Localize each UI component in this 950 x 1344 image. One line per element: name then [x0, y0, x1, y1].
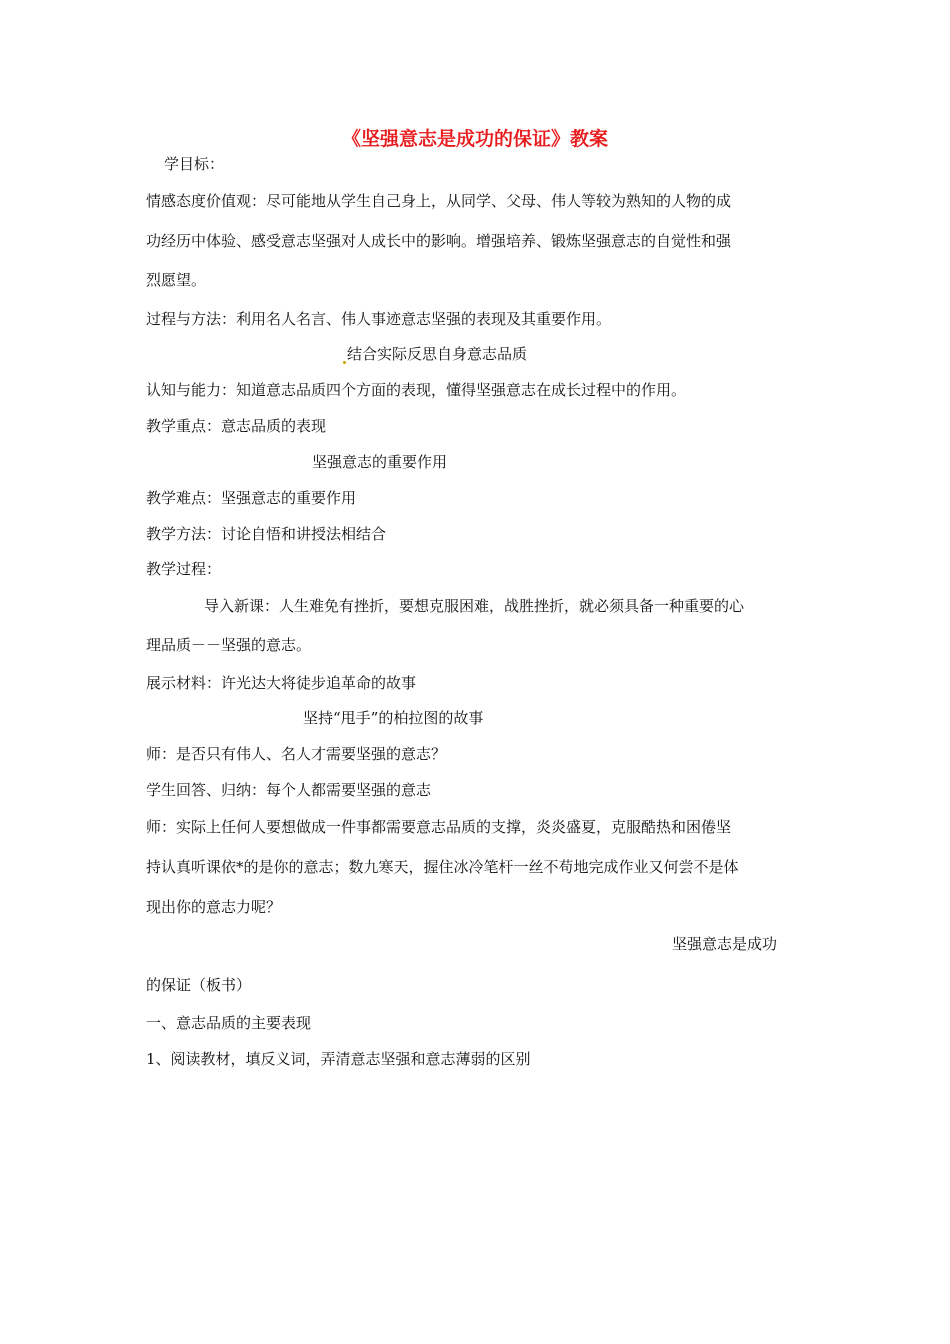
key-point-2: 坚强意志的重要作用: [312, 453, 448, 471]
emotion-goal-line-2: 功经历中体验、感受意志坚强对人成长中的影响。增强培养、锻炼坚强意志的自觉性和强: [146, 232, 732, 250]
difficulty: 教学难点：坚强意志的重要作用: [146, 489, 357, 507]
teaching-method: 教学方法：讨论自悟和讲授法相结合: [146, 525, 387, 543]
list-item-1: 1、阅读教材，填反义词，弄清意志坚强和意志薄弱的区别: [146, 1050, 531, 1068]
process-method-goal: 过程与方法：利用名人名言、伟人事迹意志坚强的表现及其重要作用。: [146, 310, 612, 328]
material-line-1: 展示材料：许光达大将徒步追革命的故事: [146, 674, 417, 692]
board-line-2: 的保证（板书）: [146, 976, 252, 994]
teacher-line-2: 持认真听课依*的是你的意志；数九寒天，握住冰冷笔杆一丝不苟地完成作业又何尝不是体: [146, 858, 739, 876]
material-line-2: 坚持“甩手”的柏拉图的故事: [303, 709, 484, 727]
emotion-goal-line-1: 情感态度价值观：尽可能地从学生自己身上，从同学、父母、伟人等较为熟知的人物的成: [146, 192, 732, 210]
teacher-line-3: 现出你的意志力呢？: [146, 898, 282, 916]
student-answer: 学生回答、归纳：每个人都需要坚强的意志: [146, 781, 432, 799]
cognition-goal: 认知与能力：知道意志品质四个方面的表现，懂得坚强意志在成长过程中的作用。: [146, 381, 687, 399]
board-line-1: 坚强意志是成功: [672, 935, 778, 953]
reflect-line: [343, 344, 527, 364]
section-heading-1: 一、意志品质的主要表现: [146, 1014, 312, 1032]
teacher-question: 师：是否只有伟人、名人才需要坚强的意志？: [146, 745, 447, 763]
key-point: 教学重点：意志品质的表现: [146, 417, 327, 435]
mark-dot-icon: [343, 361, 346, 364]
emotion-goal-line-3: 烈愿望。: [146, 271, 207, 289]
teaching-procedure: 教学过程：: [146, 560, 222, 578]
document-title: 《坚强意志是成功的保证》教案: [341, 128, 608, 150]
teacher-line-1: 师：实际上任何人要想做成一件事都需要意志品质的支撑，炎炎盛夏，克服酷热和困倦坚: [146, 818, 732, 836]
intro-line-1: 导入新课：人生难免有挫折，要想克服困难，战胜挫折，就必须具备一种重要的心: [204, 597, 745, 615]
goals-heading: 学目标：: [164, 155, 225, 173]
reflect-text: 结合实际反思自身意志品质: [347, 345, 528, 363]
intro-line-2: 理品质－－坚强的意志。: [146, 636, 312, 654]
